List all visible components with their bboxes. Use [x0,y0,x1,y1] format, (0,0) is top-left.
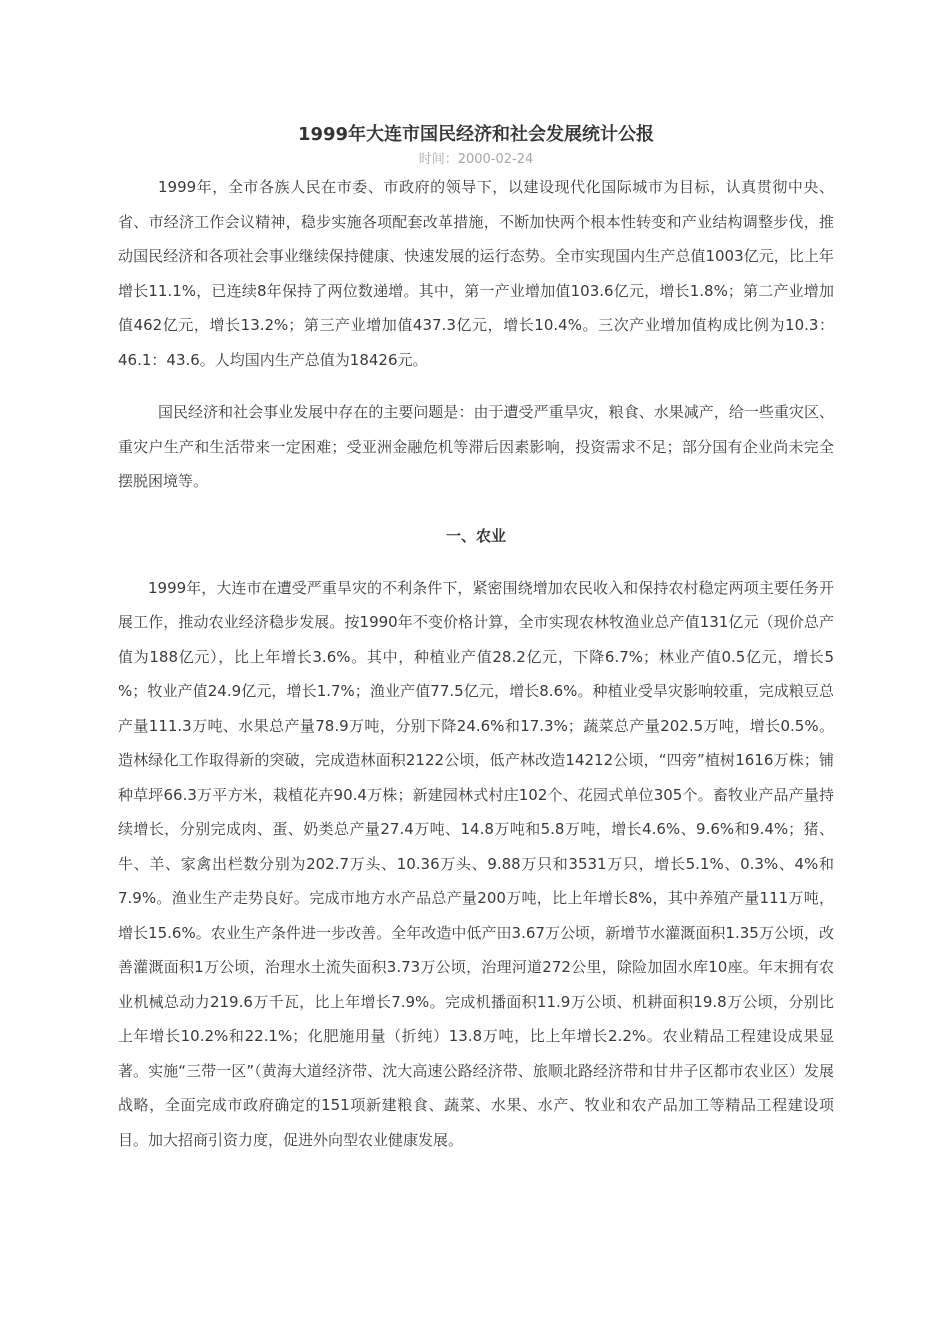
document-page [118,120,834,1157]
publish-date: 时间：2000-02-24 [418,152,534,167]
section-heading-agriculture: 一、农业 [445,526,506,545]
intro-paragraph: 1999年，全市各族人民在市委、市政府的领导下，以建设现代化国际城市为目标，认真贯彻中央、省、市经济工作会议精神，稳步实施各项配套改革措施，不断加快两个根本性转变和产业结构调整步伐，推动国民经济和各项社会事业继续保持健康、快速发展的运行态势。全市实现国内生产总值1003亿元，比上年增长11.1%，已连续8年保持了两位数递增。其中，第一产业增加值103.6亿元，增长1.8%；第二产业增加值462亿元，增长13.2%；第三产业增加值437.3亿元，增长10.4%。三次产业增加值构成比例为10.3：46.1：43.6。人均国内生产总值为18426元。 [118,178,834,369]
document-title: 1999年大连市国民经济和社会发展统计公报 [297,124,655,145]
agriculture-paragraph: 1999年，大连市在遭受严重旱灾的不利条件下，紧密围绕增加农民收入和保持农村稳定两项主要任务开展工作，推动农业经济稳步发展。按1990年不变价格计算，全市实现农林牧渔业总产值131亿元（现价总产值为188亿元），比上年增长3.6%。其中，种植业产值28.2亿元，下降6.7%；林业产值0.5亿元，增长5 %；牧业产值24.9亿元，增长1.7%；渔业产值77.5亿元，增长8.6%。种植业受旱灾影响较重，完成粮豆总产量111.3万吨、水果总产量78.9万吨，分别下降24.6%和17.3%；蔬菜总产量202.5万吨，增长0.5%。造林绿化工作取得新的突破，完成造林面积2122公顷，低产林改造14212公顷，“四旁”植树1616万株；铺种草坪66.3万平方米，栽植花卉90.4万株；新建园林式村庄102个、花园式单位305个。畜牧业产品产量持续增长，分别完成肉、蛋、奶类总产量27.4万吨、14.8万吨和5.8万吨，增长4.6%、9.6%和9.4%；猪、牛、羊、家禽出栏数分别为202.7万头、10.36万头、9.88万只和3531万只，增长5.1%、0.3%、4%和7.9%。渔业生产走势良好。完成市地方水产品总产量200万吨，比上年增长8%，其中养殖产量111万吨，增长15.6%。农业生产条件进一步改善。全年改造中低产田3.67万公顷，新增节水灌溉面积1.35万公顷，改善灌溉面积1万公顷，治理水土流失面积3.73万公顷，治理河道272公里，除险加固水库10座。年末拥有农业机械总动力219.6万千瓦，比上年增长7.9%。完成机播面积11.9万公顷、机耕面积19.8万公顷，分别比上年增长10.2%和22.1%；化肥施用量（折纯）13.8万吨，比上年增长2.2%。农业精品工程建设成果显著。实施“三带一区”（黄海大道经济带、沈大高速公路经济带、旅顺北路经济带和甘井子区都市农业区）发展战略，全面完成市政府确定的151项新建粮食、蔬菜、水果、水产、牧业和农产品加工等精品工程建设项目。加大招商引资力度，促进外向型农业健康发展。 [118,578,834,1149]
problems-paragraph: 国民经济和社会事业发展中存在的主要问题是：由于遭受严重旱灾，粮食、水果减产，给一些重灾区、重灾户生产和生活带来一定困难；受亚洲金融危机等滞后因素影响，投资需求不足；部分国有企业尚未完全摆脱困境等。 [118,403,834,490]
